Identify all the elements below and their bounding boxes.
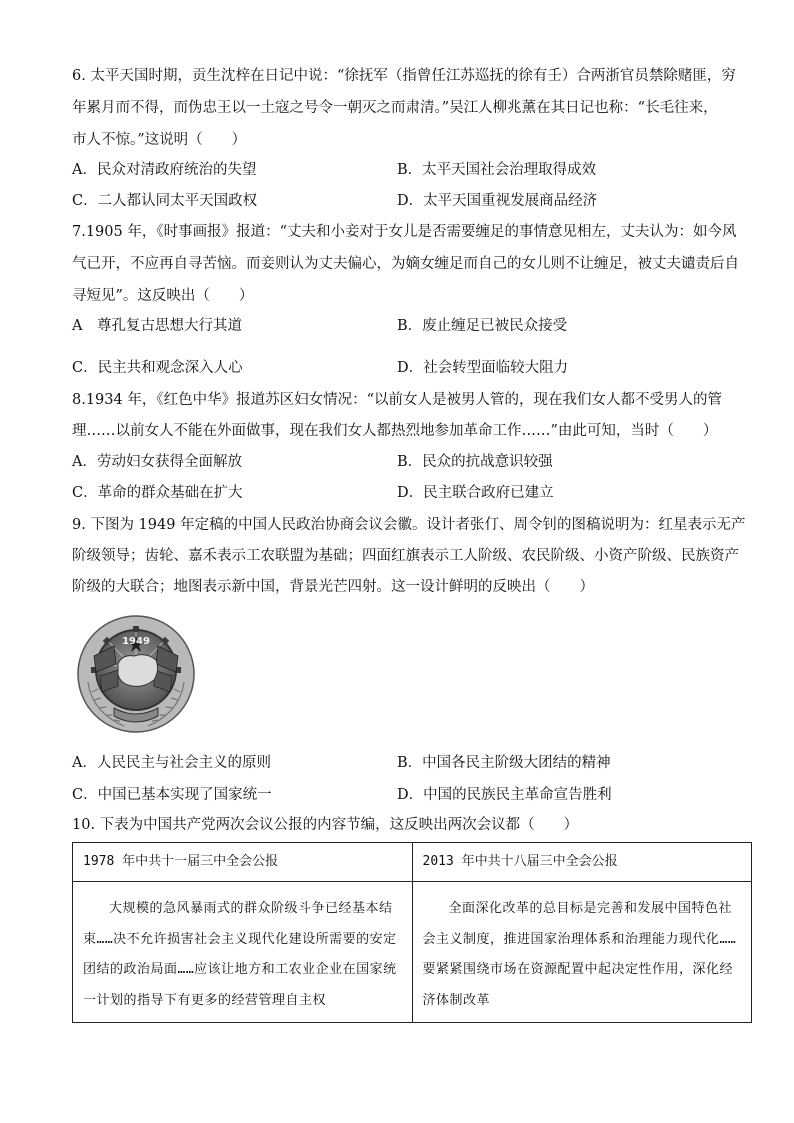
q8-option-d: D．民主联合政府已建立 xyxy=(397,485,554,501)
q7-stem-line-2: 气已开，不应再自寻苦恼。而妾则认为丈夫偏心，为嫡女缠足而自己的女儿则不让缠足，被丈夫谴责后自 xyxy=(72,256,739,272)
q9-stem-line-3: 阶级的大联合；地图表示新中国，背景光芒四射。这一设计鲜明的反映出（ ） xyxy=(72,579,594,595)
q6-stem-line-3: 市人不惊。”这说明（ ） xyxy=(72,132,247,148)
cppcc-emblem-image xyxy=(74,612,198,736)
table-cell-2013-text: 全面深化改革的总目标是完善和发展中国特色社会主义制度，推进国家治理体系和治理能力现代化……要紧紧围绕市场在资源配置中起决定性作用，深化经济体制改革 xyxy=(422,901,737,1008)
q9-stem-line-2: 阶级领导；齿轮、嘉禾表示工农联盟为基础；四面红旗表示工人阶级、农民阶级、小资产阶级、民族资产 xyxy=(72,548,739,564)
table-cell-1978 xyxy=(73,882,413,1023)
table-cell-1978-text: 大规模的急风暴雨式的群众阶级斗争已经基本结束……决不允许损害社会主义现代化建设所需要的安定团结的政治局面……应该让地方和工农业企业在国家统一计划的指导下有更多的经营管理自主权 xyxy=(83,901,397,1008)
q7-option-a: A 尊孔复古思想大行其道 xyxy=(72,318,242,334)
q8-stem-line-2: 理……以前女人不能在外面做事，现在我们女人都热烈地参加革命工作……”由此可知，当时（ ） xyxy=(72,423,718,439)
q6-option-d: D．太平天国重视发展商品经济 xyxy=(397,193,598,209)
q6-stem-line-1: 6. 太平天国时期，贡生沈梓在日记中说：“徐抚军（指曾任江苏巡抚的徐有壬）合两浙官员禁除赌匪，穷 xyxy=(72,68,736,84)
emblem-china-map xyxy=(118,655,158,687)
table-cell-2013 xyxy=(412,882,752,1023)
q9-option-c: C．中国已基本实现了国家统一 xyxy=(72,787,272,803)
q7-stem-line-1: 7.1905 年，《时事画报》报道：“丈夫和小妾对于女儿是否需要缠足的事情意见相左，丈夫认为：如今风 xyxy=(72,224,737,240)
q6-stem-line-2: 年累月而不得，而伪忠王以一土寇之号令一朝灭之而肃清。”吴江人柳兆薰在其日记也称：“长毛往来， xyxy=(72,100,718,116)
q6-option-c: C．二人都认同太平天国政权 xyxy=(72,193,258,209)
q8-option-c: C．革命的群众基础在扩大 xyxy=(72,485,243,501)
q9-stem-line-1: 9. 下图为 1949 年定稿的中国人民政治协商会议会徽。设计者张仃、周令钊的图稿说明为：红星表示无产 xyxy=(72,517,746,533)
q9-option-a: A．人民民主与社会主义的原则 xyxy=(72,755,271,771)
q8-option-a: A．劳动妇女获得全面解放 xyxy=(72,454,242,470)
q7-stem-line-3: 寻短见”。这反映出（ ） xyxy=(72,288,254,304)
emblem-year-text: 1949 xyxy=(122,636,150,647)
q8-stem-line-1: 8.1934 年，《红色中华》报道苏区妇女情况：“以前女人是被男人管的，现在我们女人都不受男人的管 xyxy=(72,392,723,408)
q9-option-b: B．中国各民主阶级大团结的精神 xyxy=(397,755,611,771)
table-row xyxy=(73,882,752,1023)
q7-option-b: B．废止缠足已被民众接受 xyxy=(397,318,568,334)
q7-option-d: D．社会转型面临较大阻力 xyxy=(397,360,569,376)
q9-option-d: D．中国的民族民主革命宣告胜利 xyxy=(397,787,612,803)
q8-option-b: B．民众的抗战意识较强 xyxy=(397,454,553,470)
q6-option-a: A．民众对清政府统治的失望 xyxy=(72,162,257,178)
q6-option-b: B．太平天国社会治理取得成效 xyxy=(397,162,597,178)
communique-comparison-table xyxy=(72,842,752,1023)
table-header-cell-2013: 2013 年中共十八届三中全会公报 xyxy=(412,843,752,882)
table-header-row xyxy=(73,843,752,882)
q10-stem-line-1: 10. 下表为中国共产党两次会议公报的内容节编，这反映出两次会议都（ ） xyxy=(72,817,579,833)
table-header-cell-1978: 1978 年中共十一届三中全会公报 xyxy=(73,843,413,882)
q7-option-c: C．民主共和观念深入人心 xyxy=(72,360,243,376)
